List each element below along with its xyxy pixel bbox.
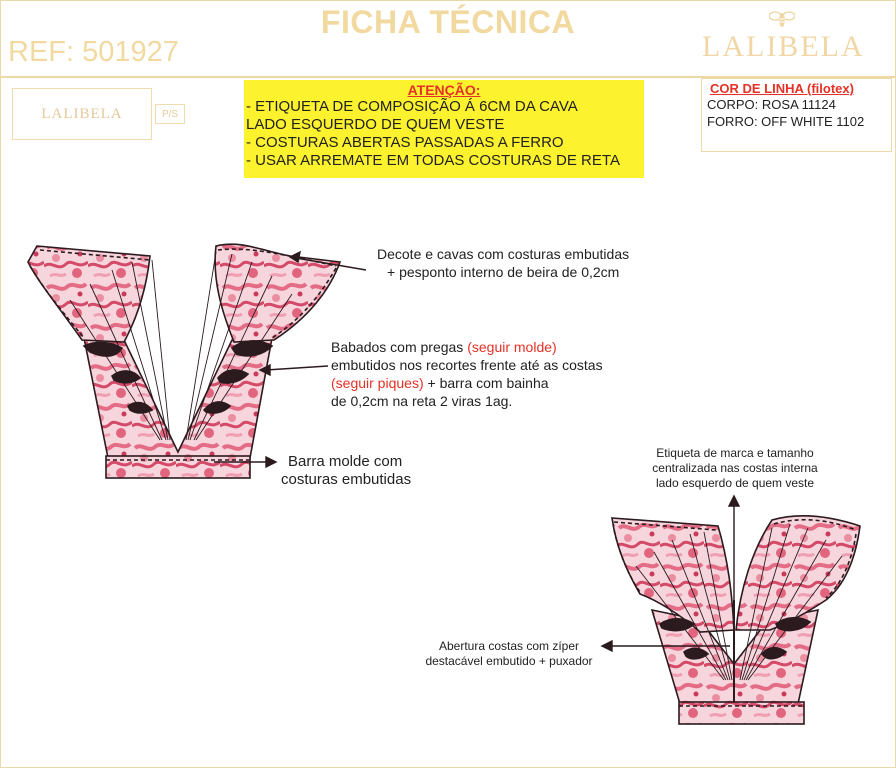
ruffles-note-line: de 0,2cm na reta 2 viras 1ag. xyxy=(331,393,513,409)
attention-line: - ETIQUETA DE COMPOSIÇÃO Á 6CM DA CAVA xyxy=(246,98,578,115)
thread-color-heading: COR DE LINHA (filotex) xyxy=(710,81,854,96)
neckline-note-line: Decote e cavas com costuras embutidas xyxy=(377,246,630,262)
ruffles-note-line xyxy=(331,374,603,392)
ruffles-note-highlight: (seguir piques) xyxy=(331,375,424,391)
zipper-note xyxy=(404,639,614,669)
ruffles-note-line xyxy=(331,338,603,356)
attention-line: - COSTURAS ABERTAS PASSADAS A FERRO xyxy=(246,134,564,151)
thread-color-body: CORPO: ROSA 11124 xyxy=(707,97,836,112)
page-title: FICHA TÉCNICA xyxy=(320,4,576,40)
brand-name: LALIBELA xyxy=(702,30,865,63)
neckline-note xyxy=(377,245,629,281)
attention-heading: ATENÇÃO: xyxy=(407,82,481,98)
brand-tag-note-line: centralizada nas costas interna xyxy=(652,461,818,475)
hem-note-line: Barra molde com xyxy=(288,453,403,470)
zipper-note-line: destacável embutido + puxador xyxy=(425,654,593,668)
front-right-ruffle xyxy=(215,244,340,342)
hem-note xyxy=(281,453,411,489)
brand-tag-note xyxy=(630,446,840,491)
ruffles-note-text: + barra com bainha xyxy=(423,375,549,391)
front-left-ruffle xyxy=(28,246,150,342)
neckline-note-line: + pesponto interno de beira de 0,2cm xyxy=(387,264,620,280)
front-view-drawing xyxy=(28,244,340,478)
size-label: P/S xyxy=(155,104,185,124)
reference-number: REF: 501927 xyxy=(8,36,179,68)
ruffles-note xyxy=(331,338,603,410)
attention-line: LADO ESQUERDO DE QUEM VESTE xyxy=(246,116,505,133)
back-view-drawing xyxy=(612,516,860,724)
attention-line: - USAR ARREMATE EM TODAS COSTURAS DE RETA xyxy=(246,152,620,169)
ruffles-note-line: embutidos nos recortes frente até as costas xyxy=(331,357,603,373)
back-right-ruffle xyxy=(736,516,860,630)
brand-tag-note-line: Etiqueta de marca e tamanho xyxy=(656,446,814,460)
thread-color-lining: FORRO: OFF WHITE 1102 xyxy=(707,114,865,129)
ruffle-arrow xyxy=(266,366,328,370)
brand-tag-note-line: lado esquerdo de quem veste xyxy=(655,476,815,490)
ruffles-note-highlight: (seguir molde) xyxy=(467,339,557,355)
hem-note-line: costuras embutidas xyxy=(281,471,412,488)
zipper-note-line: Abertura costas com zíper xyxy=(438,639,580,653)
brand-label: LALIBELA xyxy=(12,88,152,140)
ruffles-note-text: Babados com pregas xyxy=(331,339,468,355)
